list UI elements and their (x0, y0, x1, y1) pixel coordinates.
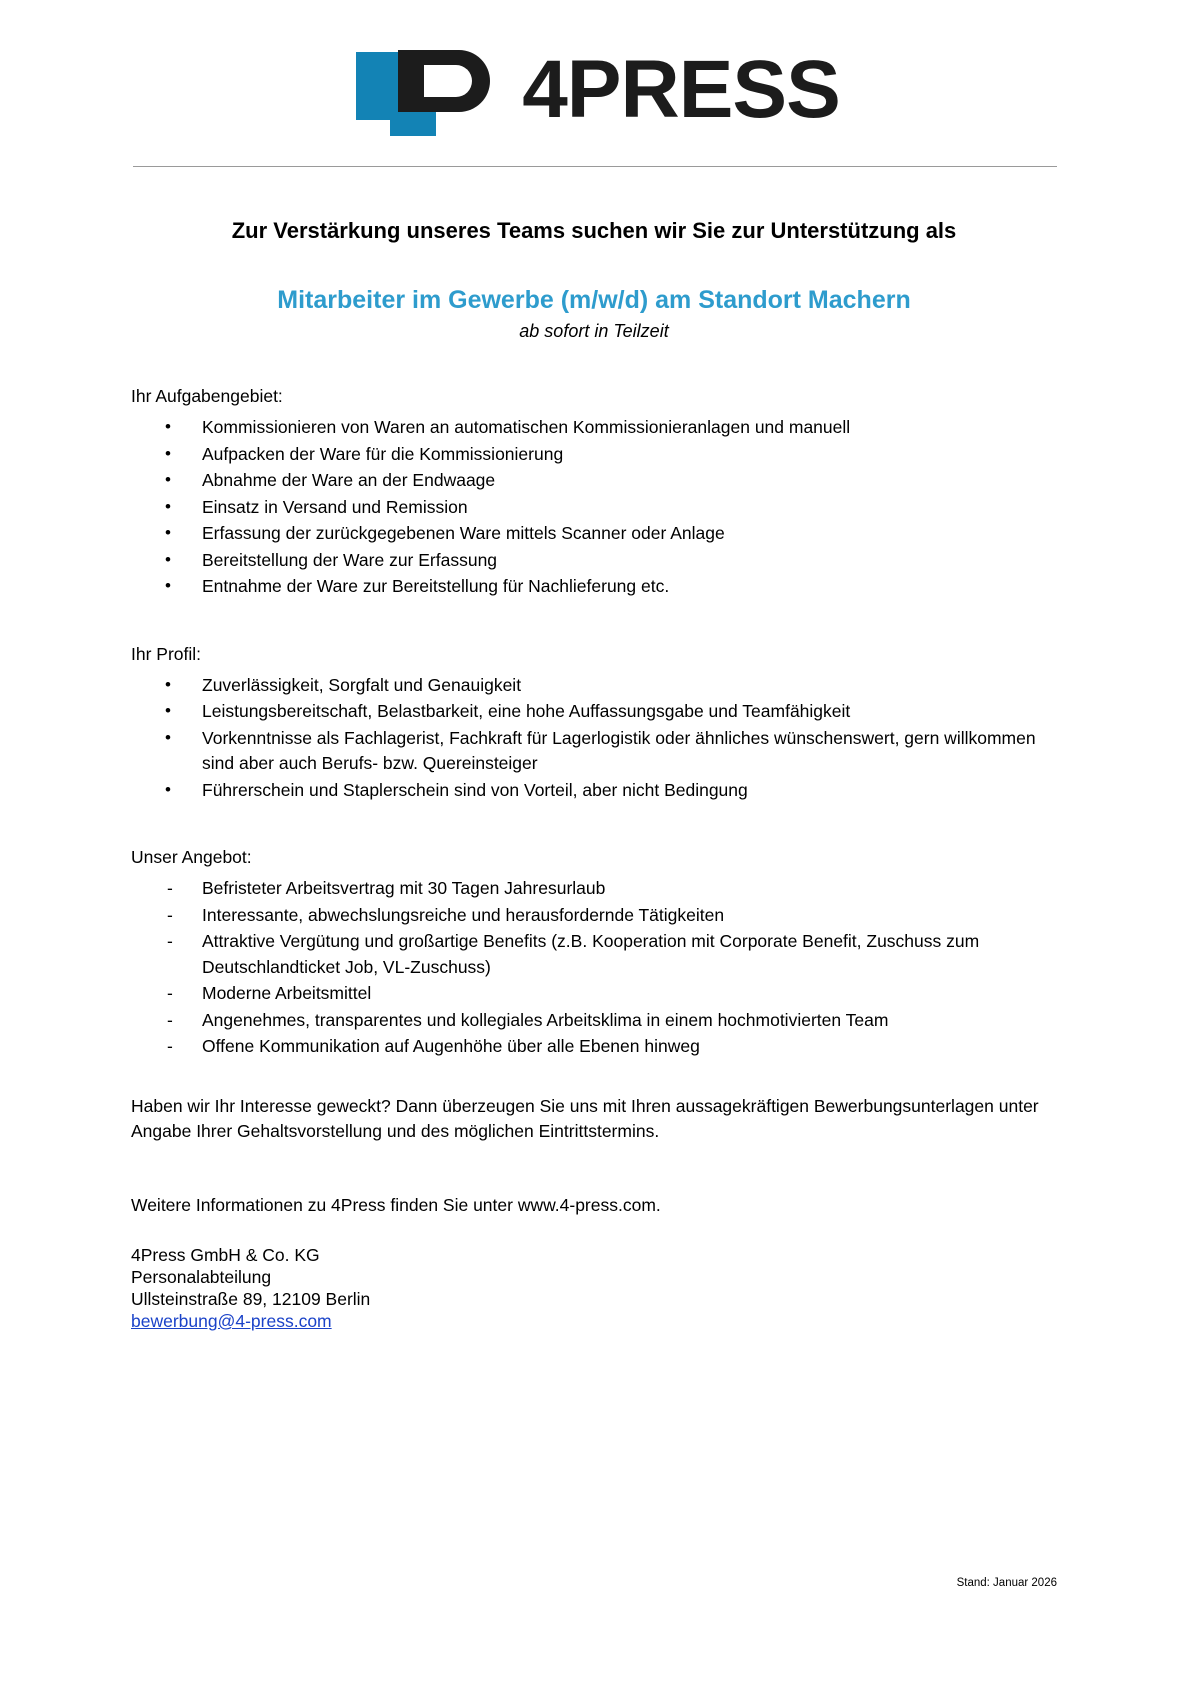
document-content (0, 217, 1190, 1332)
list-item: • Erfassung der zurückgegebenen Ware mittels Scanner oder Anlage (131, 521, 1057, 547)
page-subtitle: ab sofort in Teilzeit (519, 321, 669, 341)
contact-company: 4Press GmbH & Co. KG (131, 1245, 320, 1265)
tasks-list (131, 415, 1057, 600)
list-item: • Zuverlässigkeit, Sorgfalt und Genauigkeit (131, 673, 1057, 699)
list-item: • Aufpacken der Ware für die Kommissionierung (131, 442, 1057, 468)
footer-status: Stand: Januar 2026 (956, 1577, 1057, 1589)
section-heading-tasks: Ihr Aufgabengebiet: (131, 386, 283, 406)
four-press-mark-icon (350, 44, 520, 136)
list-item: • Abnahme der Ware an der Endwaage (131, 468, 1057, 494)
profile-list (131, 673, 1057, 804)
more-info-paragraph: Weitere Informationen zu 4Press finden Sie unter www.4-press.com. (131, 1194, 661, 1215)
list-item: • Bereitstellung der Ware zur Erfassung (131, 548, 1057, 574)
list-item: • Vorkenntnisse als Fachlagerist, Fachkraft für Lagerlogistik oder ähnliches wünschenswert, gern willkommen sind aber auch Berufs- bzw. Quereinsteiger (131, 726, 1057, 777)
lead-heading: Zur Verstärkung unseres Teams suchen wir Sie zur Unterstützung als (231, 218, 957, 243)
header-divider (133, 166, 1057, 167)
list-item: - Moderne Arbeitsmittel (131, 981, 1057, 1007)
offer-list (131, 876, 1057, 1060)
contact-department: Personalabteilung (131, 1267, 272, 1287)
list-item: • Einsatz in Versand und Remission (131, 495, 1057, 521)
contact-block (131, 1244, 1057, 1332)
list-item: • Kommissionieren von Waren an automatischen Kommissionieranlagen und manuell (131, 415, 1057, 441)
call-to-action-paragraph: Haben wir Ihr Interesse geweckt? Dann überzeugen Sie uns mit Ihren aussagekräftigen Bewerbungsunterlagen unter Angabe Ihrer Gehaltsvorstellung und des möglichen Eintrittstermins. (131, 1095, 1039, 1141)
list-item: - Offene Kommunikation auf Augenhöhe über alle Ebenen hinweg (131, 1034, 1057, 1060)
company-logo (350, 44, 840, 136)
list-item: - Interessante, abwechslungsreiche und herausfordernde Tätigkeiten (131, 903, 1057, 929)
contact-email-link[interactable]: bewerbung@4-press.com (131, 1311, 332, 1331)
list-item: - Attraktive Vergütung und großartige Benefits (z.B. Kooperation mit Corporate Benefit, Zuschuss zum Deutschlandticket Job, VL-Zuschuss) (131, 929, 1057, 980)
page-title: Mitarbeiter im Gewerbe (m/w/d) am Standort Machern (277, 286, 911, 314)
section-heading-offer: Unser Angebot: (131, 847, 252, 867)
logo-area (0, 0, 1190, 136)
section-heading-profile: Ihr Profil: (131, 643, 202, 664)
logo-wordmark: 4PRESS (522, 44, 840, 135)
list-item: • Führerschein und Staplerschein sind von Vorteil, aber nicht Bedingung (131, 778, 1057, 804)
contact-address: Ullsteinstraße 89, 12109 Berlin (131, 1289, 371, 1309)
list-item: • Entnahme der Ware zur Bereitstellung für Nachlieferung etc. (131, 574, 1057, 600)
list-item: • Leistungsbereitschaft, Belastbarkeit, eine hohe Auffassungsgabe und Teamfähigkeit (131, 699, 1057, 725)
list-item: - Befristeter Arbeitsvertrag mit 30 Tagen Jahresurlaub (131, 876, 1057, 902)
list-item: - Angenehmes, transparentes und kollegiales Arbeitsklima in einem hochmotivierten Team (131, 1008, 1057, 1034)
